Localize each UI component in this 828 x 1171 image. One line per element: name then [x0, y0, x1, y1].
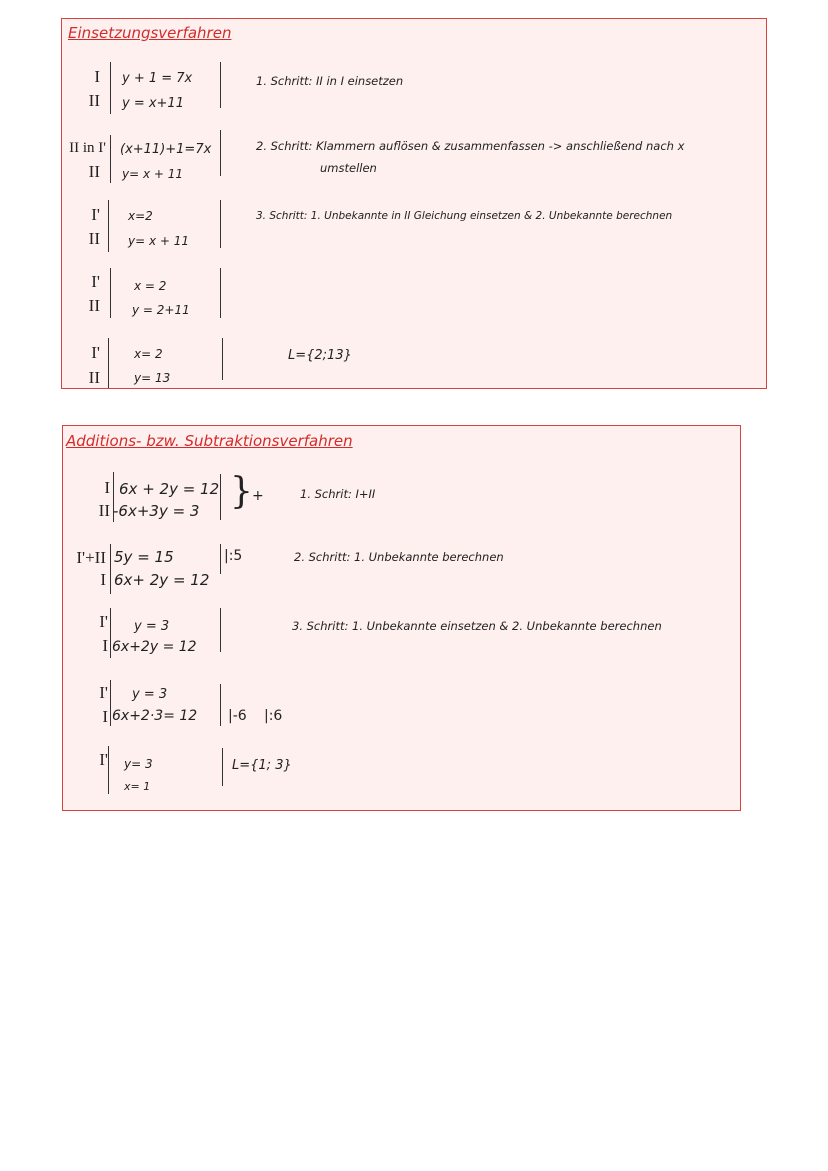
s2-step1-label1: I	[104, 478, 110, 497]
s2-step3-eq2: 6x+2y = 12	[112, 639, 197, 655]
s2-step2-label2: I	[100, 570, 106, 589]
s2-step1-eq2: -6x+3y = 3	[113, 502, 200, 520]
s2-step3-eq1: y = 3	[134, 619, 170, 634]
s1-step1-label1: I	[94, 67, 100, 86]
s2-solution: L={1; 3}	[232, 758, 292, 773]
s1-step1-note: 1. Schritt: II in I einsetzen	[256, 74, 404, 88]
s2-step1-label2: II	[98, 501, 110, 520]
s1-step5-label2: II	[88, 368, 100, 387]
s1-step4-eq1: x = 2	[134, 279, 167, 293]
s1-step3-divider	[108, 200, 109, 252]
s1-step2-label2: II	[88, 162, 100, 181]
s1-step3-label1: I'	[91, 205, 100, 224]
s2-step1-brace: }	[230, 471, 253, 512]
s1-step5-divider	[108, 338, 109, 388]
s2-step2-op: |:5	[224, 548, 243, 564]
s1-step2-eq1: (x+11)+1=7x	[120, 142, 212, 157]
s2-step1-note: 1. Schrit: I+II	[300, 487, 376, 501]
s1-step1-eq1: y + 1 = 7x	[122, 71, 193, 86]
s1-step2-note2: umstellen	[320, 161, 377, 175]
s2-step2-note: 2. Schritt: 1. Unbekannte berechnen	[294, 550, 504, 564]
s1-step5-divider-right	[222, 338, 223, 380]
s2-step4-op1: |-6	[228, 708, 247, 724]
s2-step4-op2: |:6	[264, 708, 283, 724]
s1-step2-divider	[110, 135, 111, 183]
s2-step3-note: 3. Schritt: 1. Unbekannte einsetzen & 2. Unbekannte berechnen	[292, 619, 662, 633]
s1-step5-eq1: x= 2	[134, 347, 163, 361]
s1-step5-label1: I'	[91, 343, 100, 362]
s2-step2-eq1: 5y = 15	[114, 548, 174, 566]
s1-step4-divider	[110, 268, 111, 318]
s1-step3-label2: II	[88, 229, 100, 248]
s1-step1-label2: II	[88, 91, 100, 110]
s1-step2-eq2: y= x + 11	[122, 167, 184, 181]
s2-step5-label1: I'	[99, 750, 108, 769]
s1-step1-divider	[110, 62, 111, 114]
s1-step4-label1: I'	[91, 272, 100, 291]
s2-step3-label1: I'	[99, 612, 108, 631]
s2-step2-divider-right	[220, 544, 221, 574]
s1-step3-eq2: y= x + 11	[128, 234, 190, 248]
s2-step1-operator: +	[252, 488, 264, 504]
s2-step2-label1: I'+II	[76, 548, 106, 567]
s1-solution: L={2;13}	[288, 348, 352, 363]
s2-step5-divider	[108, 746, 109, 794]
s2-step1-divider-right	[220, 474, 221, 520]
s2-step4-label1: I'	[99, 683, 108, 702]
s2-step3-label2: I	[102, 636, 108, 655]
s2-step4-eq2: 6x+2·3= 12	[112, 708, 198, 724]
s1-step1-eq2: y = x+11	[122, 96, 184, 111]
s2-step3-divider	[110, 608, 111, 658]
s2-step2-divider	[110, 544, 111, 594]
s2-step5-eq2: x= 1	[124, 780, 151, 793]
s1-step5-eq2: y= 13	[134, 371, 171, 385]
section1-title: Einsetzungsverfahren	[68, 24, 232, 42]
s1-step4-divider-right	[220, 268, 221, 318]
s1-step4-eq2: y = 2+11	[132, 303, 190, 317]
s1-step1-divider-right	[220, 62, 221, 108]
s2-step4-eq1: y = 3	[132, 687, 168, 702]
s2-step4-divider-right	[220, 684, 221, 726]
s2-step5-eq1: y= 3	[124, 757, 153, 771]
s1-step3-eq1: x=2	[128, 209, 153, 223]
s2-step3-divider-right	[220, 608, 221, 652]
s2-step1-eq1: 6x + 2y = 12	[119, 480, 220, 498]
section2-title: Additions- bzw. Subtraktionsverfahren	[66, 432, 353, 450]
s2-step4-label2: I	[102, 707, 108, 726]
s1-step2-note1: 2. Schritt: Klammern auflösen & zusammenfassen -> anschließend nach x	[256, 139, 685, 153]
s2-step2-eq2: 6x+ 2y = 12	[114, 571, 210, 589]
s1-step2-divider-right	[220, 130, 221, 176]
s1-step3-note: 3. Schritt: 1. Unbekannte in II Gleichung einsetzen & 2. Unbekannte berechnen	[256, 210, 673, 222]
s1-step4-label2: II	[88, 296, 100, 315]
s2-step5-divider-right	[222, 748, 223, 786]
s1-step2-label1: II in I'	[69, 140, 106, 156]
s2-step4-divider	[110, 680, 111, 726]
s1-step3-divider-right	[220, 200, 221, 248]
